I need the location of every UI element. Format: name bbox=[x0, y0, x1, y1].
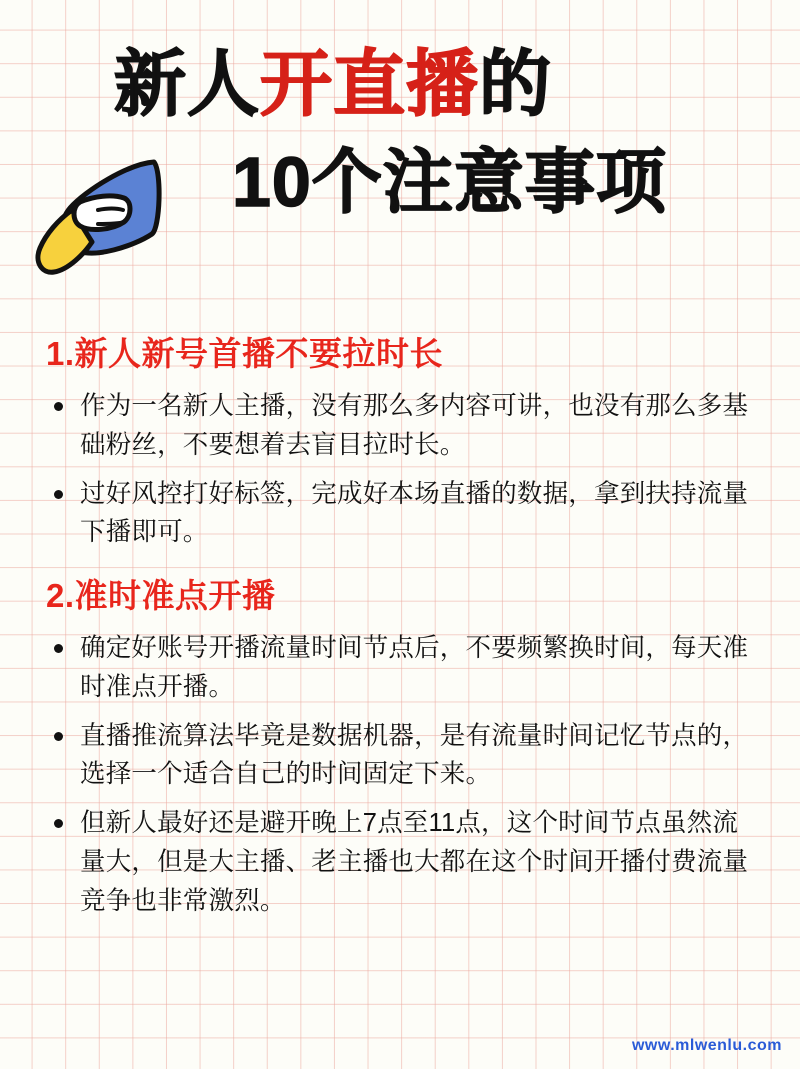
section-1 bbox=[46, 328, 760, 552]
title-highlight: 开直播 bbox=[260, 45, 480, 125]
list-item: 直播推流算法毕竟是数据机器，是有流量时间记忆节点的，选择一个适合自己的时间固定下来。 bbox=[46, 717, 760, 795]
list-item: 但新人最好还是避开晚上7点至11点，这个时间节点虽然流量大，但是大主播、老主播也大都在这个时间开播付费流量竞争也非常激烈。 bbox=[46, 804, 760, 920]
title-suffix: 的 bbox=[479, 45, 553, 125]
list-item: 过好风控打好标签，完成好本场直播的数据，拿到扶持流量下播即可。 bbox=[46, 475, 760, 553]
bullet-list bbox=[46, 387, 760, 552]
megaphone-icon bbox=[28, 150, 164, 280]
title-block bbox=[0, 0, 800, 300]
list-item: 确定好账号开播流量时间节点后，不要频繁换时间，每天准时准点开播。 bbox=[46, 629, 760, 707]
page-title-line-2: 10个注意事项 bbox=[232, 142, 667, 221]
watermark: www.mlwenlu.com bbox=[631, 1037, 782, 1054]
section-2 bbox=[46, 570, 760, 920]
section-heading: 1.新人新号首播不要拉时长 bbox=[46, 335, 444, 372]
list-item: 作为一名新人主播，没有那么多内容可讲，也没有那么多基础粉丝，不要想着去盲目拉时长。 bbox=[46, 387, 760, 465]
section-heading: 2.准时准点开播 bbox=[46, 577, 276, 614]
content-body bbox=[0, 300, 800, 920]
page-title-line-1 bbox=[114, 45, 764, 125]
bullet-list bbox=[46, 629, 760, 920]
title-prefix: 新人 bbox=[114, 45, 261, 125]
